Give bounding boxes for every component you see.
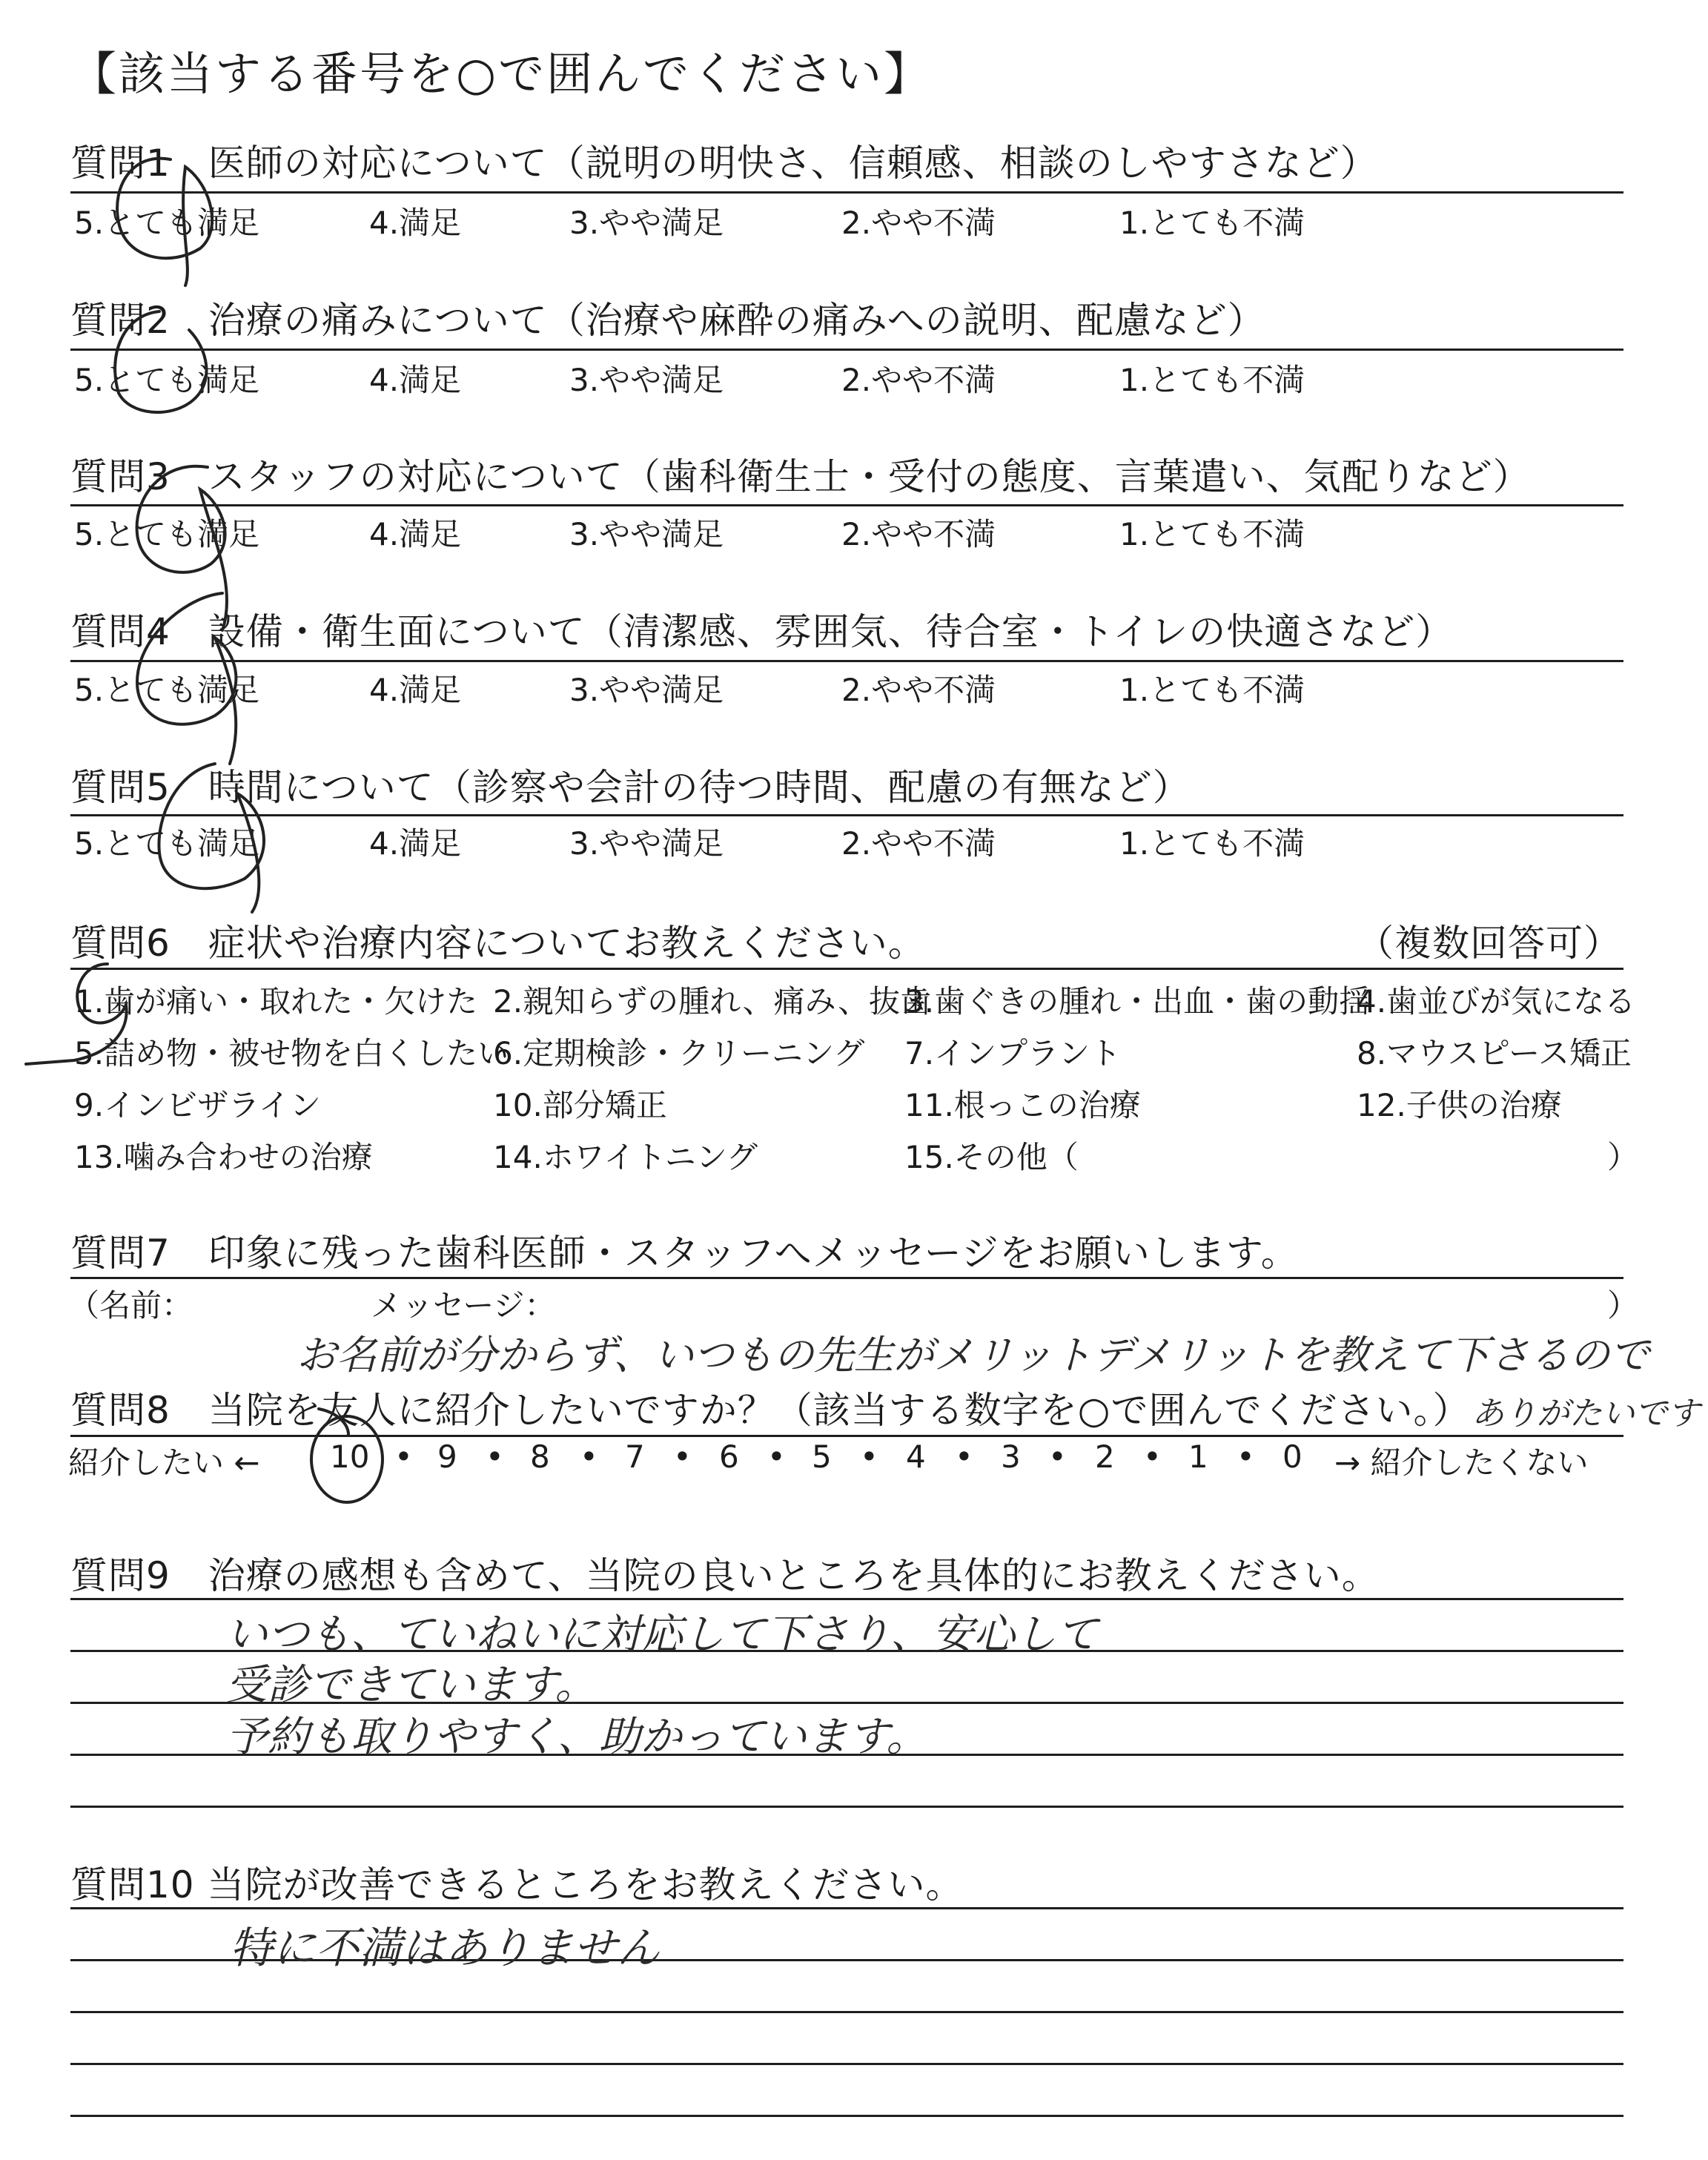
divider xyxy=(70,504,1623,506)
option-4[interactable]: 4.満足 xyxy=(369,205,462,241)
scale-dot: • xyxy=(1237,1439,1255,1475)
option-2[interactable]: 2.やや不満 xyxy=(841,672,996,708)
option-1[interactable]: 1.とても不満 xyxy=(1119,362,1305,398)
divider xyxy=(70,814,1623,816)
option-2[interactable]: 2.やや不満 xyxy=(841,205,996,241)
page-header: 【該当する番号を○で囲んでください】 xyxy=(70,47,933,101)
scale-8[interactable]: 8 xyxy=(530,1439,550,1475)
treatment-option-9[interactable]: 9.インビザライン xyxy=(74,1087,321,1123)
scale-7[interactable]: 7 xyxy=(625,1439,645,1475)
option-1[interactable]: 1.とても不満 xyxy=(1119,205,1305,241)
divider xyxy=(70,1277,1623,1279)
close-paren: ） xyxy=(1607,1139,1639,1175)
option-3[interactable]: 3.やや満足 xyxy=(569,825,724,862)
divider xyxy=(70,660,1623,662)
option-5[interactable]: 5.とても満足 xyxy=(74,205,260,241)
treatment-option-15[interactable]: 15.その他（ xyxy=(904,1139,1079,1175)
option-3[interactable]: 3.やや満足 xyxy=(569,205,724,241)
treatment-option-6[interactable]: 6.定期検診・クリーニング xyxy=(493,1035,865,1071)
treatment-option-1[interactable]: 1.歯が痛い・取れた・欠けた xyxy=(74,983,478,1020)
question-5-title: 質問5 時間について（診察や会計の待つ時間、配慮の有無など） xyxy=(70,766,1191,809)
recommend-left-label: 紹介したい ← xyxy=(68,1444,260,1481)
divider xyxy=(70,1435,1623,1437)
option-5[interactable]: 5.とても満足 xyxy=(74,825,260,862)
question-3-title: 質問3 スタッフの対応について（歯科衛生士・受付の態度、言葉遣い、気配りなど） xyxy=(70,455,1531,498)
scale-dot: • xyxy=(486,1439,504,1475)
scale-3[interactable]: 3 xyxy=(1001,1439,1021,1475)
option-5[interactable]: 5.とても満足 xyxy=(74,672,260,708)
recommend-right-label: → 紹介したくない xyxy=(1334,1444,1589,1481)
handwritten-message: お名前が分からず、いつもの先生がメリットデメリットを教えて下さるので xyxy=(297,1332,1650,1378)
answer-line xyxy=(70,2063,1623,2065)
treatment-option-13[interactable]: 13.噛み合わせの治療 xyxy=(74,1139,373,1175)
scale-5[interactable]: 5 xyxy=(812,1439,832,1475)
treatment-option-10[interactable]: 10.部分矯正 xyxy=(493,1087,667,1123)
option-3[interactable]: 3.やや満足 xyxy=(569,672,724,708)
question-8-title: 質問8 当院を友人に紹介したいですか？（該当する数字を○で囲んでください。） xyxy=(70,1389,1471,1432)
q9-answer-line-2: 受診できています。 xyxy=(226,1661,597,1709)
question-10-title: 質問10 当院が改善できるところをお教えください。 xyxy=(70,1863,964,1906)
treatment-option-2[interactable]: 2.親知らずの腫れ、痛み、抜歯 xyxy=(493,983,932,1020)
answer-line xyxy=(70,1907,1623,1909)
scale-10[interactable]: 10 xyxy=(330,1439,370,1475)
treatment-option-7[interactable]: 7.インプラント xyxy=(904,1035,1122,1071)
q10-answer-line-1: 特に不満はありません xyxy=(230,1923,661,1973)
name-label: （名前： xyxy=(68,1287,193,1324)
divider xyxy=(70,349,1623,351)
option-4[interactable]: 4.満足 xyxy=(369,672,462,708)
treatment-option-12[interactable]: 12.子供の治療 xyxy=(1357,1087,1562,1123)
answer-line xyxy=(70,2115,1623,2117)
option-2[interactable]: 2.やや不満 xyxy=(841,516,996,552)
scale-dot: • xyxy=(1143,1439,1162,1475)
question-2-title: 質問2 治療の痛みについて（治療や麻酔の痛みへの説明、配慮など） xyxy=(70,299,1265,342)
scale-0[interactable]: 0 xyxy=(1282,1439,1302,1475)
treatment-option-14[interactable]: 14.ホワイトニング xyxy=(493,1139,758,1175)
divider xyxy=(70,968,1623,970)
scale-dot: • xyxy=(673,1439,692,1475)
option-4[interactable]: 4.満足 xyxy=(369,362,462,398)
message-label: メッセージ： xyxy=(371,1287,556,1324)
treatment-option-3[interactable]: 3.歯ぐきの腫れ・出血・歯の動揺 xyxy=(904,983,1371,1020)
option-3[interactable]: 3.やや満足 xyxy=(569,362,724,398)
option-2[interactable]: 2.やや不満 xyxy=(841,825,996,862)
scale-dot: • xyxy=(767,1439,786,1475)
scale-2[interactable]: 2 xyxy=(1095,1439,1115,1475)
divider xyxy=(70,191,1623,194)
scale-1[interactable]: 1 xyxy=(1188,1439,1208,1475)
scale-9[interactable]: 9 xyxy=(437,1439,457,1475)
question-1-title: 質問1 医師の対応について（説明の明快さ、信頼感、相談のしやすさなど） xyxy=(70,142,1378,185)
option-1[interactable]: 1.とても不満 xyxy=(1119,825,1305,862)
option-4[interactable]: 4.満足 xyxy=(369,516,462,552)
scale-dot: • xyxy=(955,1439,973,1475)
scale-dot: • xyxy=(394,1439,413,1475)
handwritten-message-continued: ありがたいです xyxy=(1472,1395,1700,1433)
option-1[interactable]: 1.とても不満 xyxy=(1119,672,1305,708)
scale-dot: • xyxy=(580,1439,598,1475)
option-4[interactable]: 4.満足 xyxy=(369,825,462,862)
question-6-title: 質問6 症状や治療内容についてお教えください。 xyxy=(70,922,926,965)
option-3[interactable]: 3.やや満足 xyxy=(569,516,724,552)
close-paren: ） xyxy=(1607,1287,1639,1324)
answer-line xyxy=(70,1806,1623,1808)
answer-line xyxy=(70,1598,1623,1600)
option-1[interactable]: 1.とても不満 xyxy=(1119,516,1305,552)
option-2[interactable]: 2.やや不満 xyxy=(841,362,996,398)
question-9-title: 質問9 治療の感想も含めて、当院の良いところを具体的にお教えください。 xyxy=(70,1554,1380,1597)
q9-answer-line-3: 予約も取りやすく、助かっています。 xyxy=(226,1713,928,1761)
option-5[interactable]: 5.とても満足 xyxy=(74,516,260,552)
question-4-title: 質問4 設備・衛生面について（清潔感、雰囲気、待合室・トイレの快適さなど） xyxy=(70,610,1454,653)
answer-line xyxy=(70,2011,1623,2013)
q9-answer-line-1: いつも、ていねいに対応して下さり、安心して xyxy=(226,1611,1098,1659)
treatment-option-5[interactable]: 5.詰め物・被せ物を白くしたい xyxy=(74,1035,509,1071)
question-6-note: （複数回答可） xyxy=(1357,922,1621,965)
treatment-option-8[interactable]: 8.マウスピース矯正 xyxy=(1357,1035,1632,1071)
question-7-title: 質問7 印象に残った歯科医師・スタッフへメッセージをお願いします。 xyxy=(70,1232,1299,1275)
treatment-option-11[interactable]: 11.根っこの治療 xyxy=(904,1087,1141,1123)
scale-dot: • xyxy=(1048,1439,1067,1475)
treatment-option-4[interactable]: 4.歯並びが気になる xyxy=(1357,983,1636,1020)
option-5[interactable]: 5.とても満足 xyxy=(74,362,260,398)
scale-4[interactable]: 4 xyxy=(906,1439,926,1475)
scale-dot: • xyxy=(860,1439,878,1475)
scale-6[interactable]: 6 xyxy=(719,1439,739,1475)
